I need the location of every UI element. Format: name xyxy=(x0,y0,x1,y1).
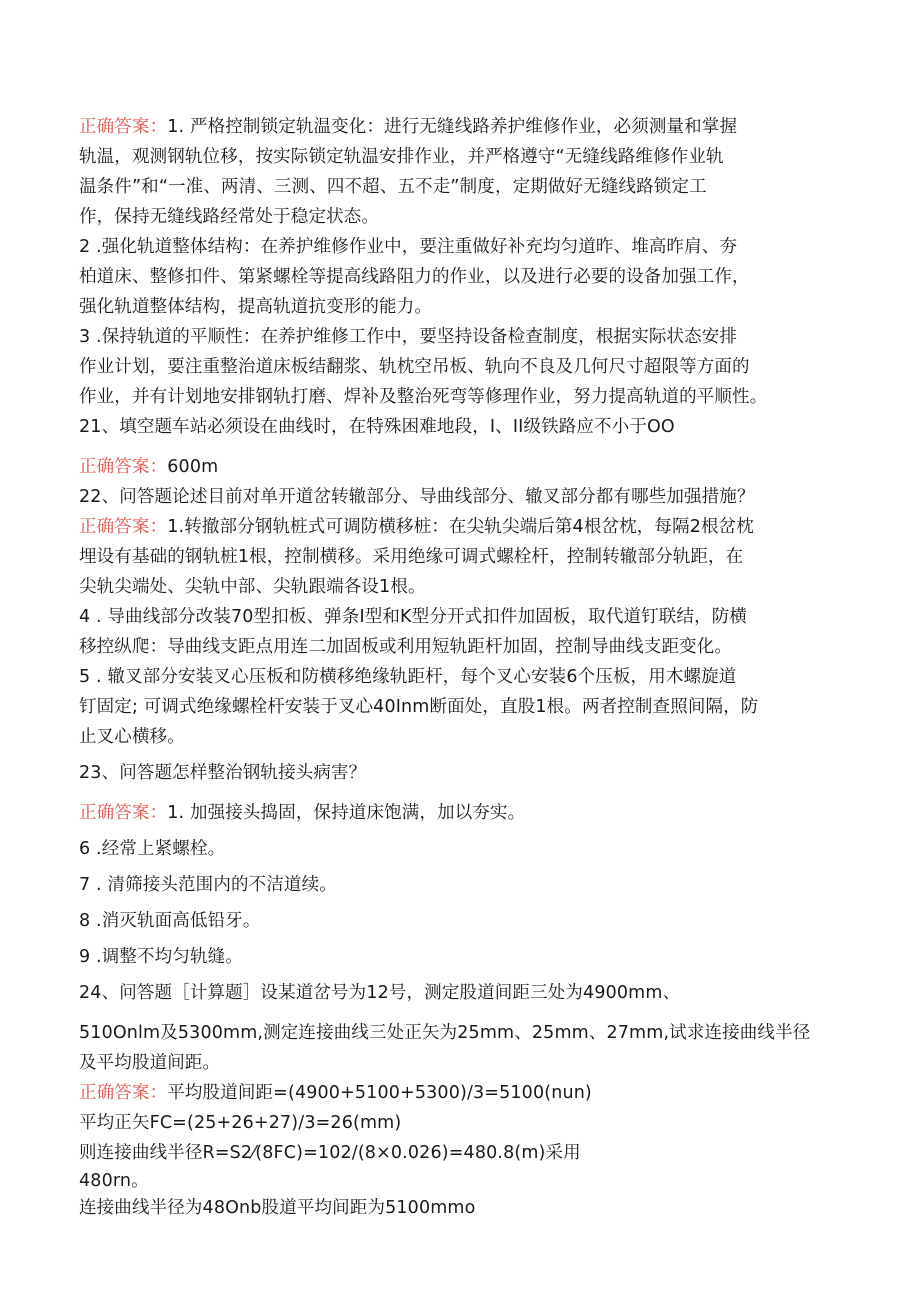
question-23: 23、问答题怎样整治钢轨接头病害？ xyxy=(79,763,367,783)
text-line: 柏道床、整修扣件、第紧螺栓等提高线路阻力的作业，以及进行必要的设备加强工作， xyxy=(79,267,750,287)
question-22: 22、问答题论述目前对单开道岔转辙部分、导曲线部分、辙叉部分都有哪些加强措施？ xyxy=(79,487,755,507)
text-line: 温条件”和“一准、两清、三测、四不超、五不走”制度，定期做好无缝线路锁定工 xyxy=(79,177,707,197)
text-line: 轨温，观测钢轨位移，按实际锁定轨温安排作业，并严格遵守“无缝线路维修作业轨 xyxy=(79,147,724,167)
answer-line: 正确答案：1. 加强接头捣固，保持道床饱满，加以夯实。 xyxy=(79,803,526,823)
text-line: 5 . 辙叉部分安装叉心压板和防横移绝缘轨距杆，每个叉心安装6个压板，用木螺旋道 xyxy=(79,667,737,687)
answer-label: 正确答案： xyxy=(79,457,168,477)
q20-answer xyxy=(79,112,849,412)
answer-line: 正确答案：600m xyxy=(79,457,219,477)
text-line: 3 .保持轨道的平顺性：在养护维修工作中，要坚持设备检查制度，根据实际状态安排 xyxy=(79,327,738,347)
answer-line: 正确答案：1. 严格控制锁定轨温变化：进行无缝线路养护维修作业，必须测量和掌握 xyxy=(79,117,738,137)
text-line: 连接曲线半径为48Onb股道平均间距为5100mmo xyxy=(79,1198,476,1218)
text-line: 移控纵爬：导曲线支距点用连二加固板或利用短轨距杆加固，控制导曲线支距变化。 xyxy=(79,637,733,657)
list-item: 9 .调整不均匀轨缝。 xyxy=(79,947,243,967)
text-line: 作业计划，要注重整治道床板结翻浆、轨枕空吊板、轨向不良及几何尺寸超限等方面的 xyxy=(79,357,750,377)
answer-line: 正确答案：平均股道间距=(4900+5100+5300)/3=5100(nun) xyxy=(79,1083,592,1103)
list-item: 6 .经常上紧螺栓。 xyxy=(79,839,226,859)
answer-line: 正确答案：1.转撤部分钢轨桩式可调防横移桩：在尖轨尖端后第4根岔枕，每隔2根岔枕 xyxy=(79,517,754,537)
answer-label: 正确答案： xyxy=(79,517,168,537)
question-21: 21、填空题车站必须设在曲线时，在特殊困难地段，I、II级铁路应不小于OO xyxy=(79,417,675,437)
answer-label: 正确答案： xyxy=(79,803,168,823)
question-24: 24、问答题［计算题］设某道岔号为12号，测定股道间距三处为4900mm、 xyxy=(79,983,681,1003)
text-line: 2 .强化轨道整体结构：在养护维修作业中，要注重做好补充均匀道昨、堆高昨肩、夯 xyxy=(79,237,738,257)
text-line: 作业，并有计划地安排钢轨打磨、焊补及整治死弯等修理作业，努力提高轨道的平顺性。 xyxy=(79,387,768,407)
document-page xyxy=(79,112,849,1222)
text-line: 则连接曲线半径R=S2⁄(8FC)=102/(8×0.026)=480.8(m)采用 xyxy=(79,1143,581,1163)
text-line: 作，保持无缝线路经常处于稳定状态。 xyxy=(79,207,380,227)
text-line: 埋设有基础的钢轨桩1根，控制横移。采用绝缘可调式螺栓杆，控制转辙部分轨距，在 xyxy=(79,547,744,567)
text-line: 510Onlm及5300mm,测定连接曲线三处正矢为25mm、25mm、27mm,试求连接曲线半径 xyxy=(79,1023,811,1043)
text-line: 钉固定; 可调式绝缘螺栓杆安装于叉心40Inm断面处，直股1根。两者控制查照间隔，防 xyxy=(79,697,759,717)
text-line: 4 . 导曲线部分改装70型扣板、弹条I型和K型分开式扣件加固板，取代道钉联结，防横 xyxy=(79,607,748,627)
text-line: 平均正矢FC=(25+26+27)/3=26(mm) xyxy=(79,1113,402,1133)
answer-label: 正确答案： xyxy=(79,117,168,137)
answer-label: 正确答案： xyxy=(79,1083,168,1103)
text-line: 480rn。 xyxy=(79,1171,149,1191)
text-line: 及平均股道间距。 xyxy=(79,1053,221,1073)
list-item: 7 . 清筛接头范围内的不洁道续。 xyxy=(79,875,337,895)
text-line: 尖轨尖端处、尖轨中部、尖轨跟端各设1根。 xyxy=(79,577,426,597)
list-item: 8 .消灭轨面高低铅牙。 xyxy=(79,911,261,931)
text-line: 止叉心横移。 xyxy=(79,727,185,747)
text-line: 强化轨道整体结构，提高轨道抗变形的能力。 xyxy=(79,297,432,317)
